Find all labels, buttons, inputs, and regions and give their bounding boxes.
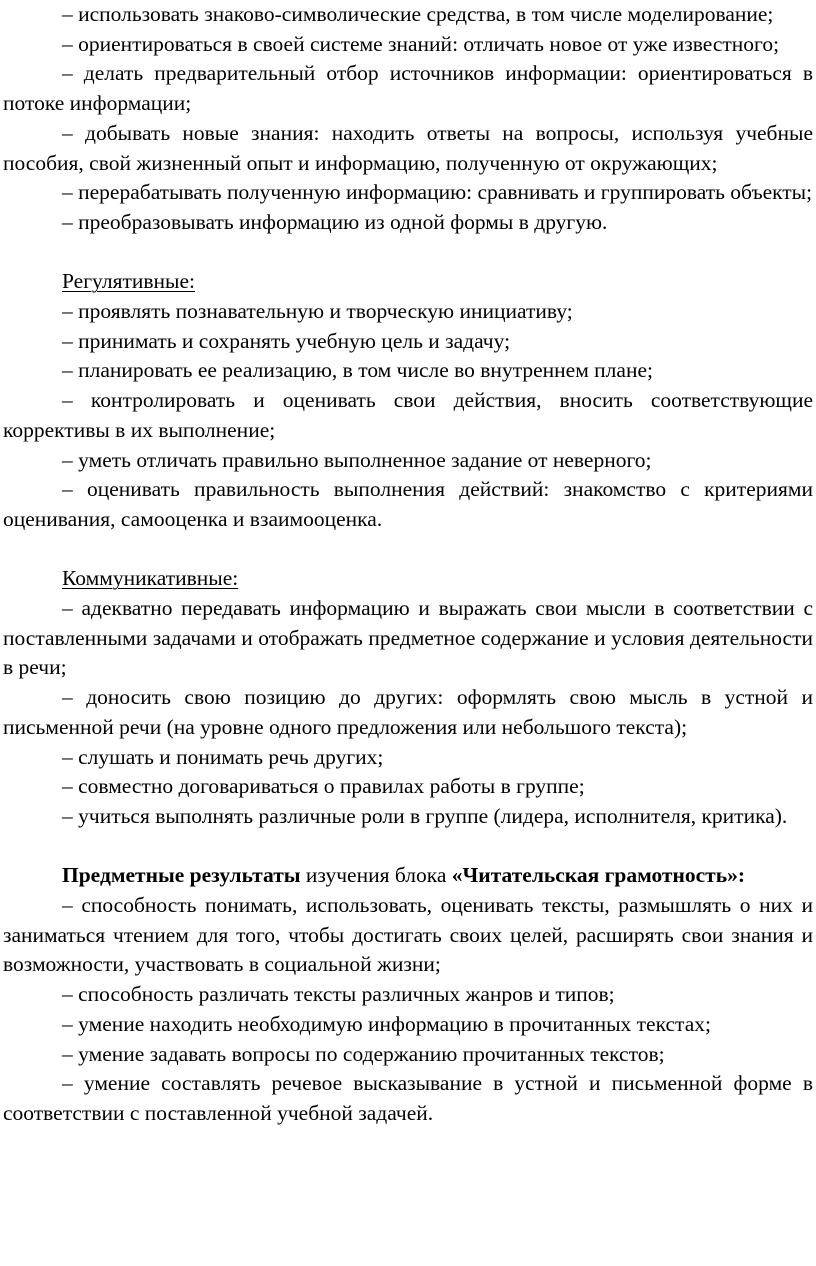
subject-results-heading-bold: Предметные результаты: [62, 863, 301, 888]
section-heading-regulative-text: Регулятивные:: [62, 269, 195, 294]
list-item: – принимать и сохранять учебную цель и задачу;: [62, 328, 511, 353]
list-item: – умение задавать вопросы по содержанию прочитанных текстов;: [62, 1041, 665, 1066]
list-item: – совместно договариваться о правилах работы в группе;: [62, 774, 585, 799]
list-item: – добывать новые знания: находить ответы на вопросы, используя учебные пособия, свой жизненный опыт и информацию, полученную от окружающих;: [3, 120, 813, 175]
list-item: – делать предварительный отбор источников информации: ориентироваться в потоке информации;: [3, 61, 813, 116]
subject-results-section: [3, 861, 813, 1128]
document-page: [3, 0, 813, 1129]
list-item: – использовать знаково-символические средства, в том числе моделирование;: [62, 2, 774, 26]
subject-results-heading-plain: изучения блока: [300, 863, 452, 888]
list-item: – преобразовывать информацию из одной формы в другую.: [62, 209, 608, 234]
list-item: – способность различать тексты различных жанров и типов;: [62, 982, 615, 1007]
paragraph-gap: [3, 832, 813, 862]
list-item: – учиться выполнять различные роли в группе (лидера, исполнителя, критика).: [62, 803, 788, 828]
list-item: – способность понимать, использовать, оценивать тексты, размышлять о них и заниматься чтением для того, чтобы достигать своих целей, расширять свои знания и возможности, участвовать в социальной жизни;: [3, 893, 813, 977]
list-item: – проявлять познавательную и творческую инициативу;: [62, 299, 573, 324]
regulative-section: [3, 267, 813, 534]
list-item: – умение составлять речевое высказывание в устной и письменной форме в соответствии с поставленной учебной задачей.: [3, 1071, 813, 1125]
list-item: – контролировать и оценивать свои действия, вносить соответствующие коррективы в их выполнение;: [3, 388, 813, 442]
list-item: – слушать и понимать речь других;: [62, 744, 384, 769]
cognitive-list: [3, 0, 813, 238]
subject-results-heading-block-name: «Читательская грамотность»:: [451, 863, 745, 888]
list-item: – адекватно передавать информацию и выражать свои мысли в соответствии с поставленными задачами и отображать предметное содержание и условия деятельности в речи;: [3, 596, 813, 680]
list-item: – ориентироваться в своей системе знаний: отличать новое от уже известного;: [62, 31, 780, 56]
list-item: – оценивать правильность выполнения действий: знакомство с критериями оценивания, самооценка и взаимооценка.: [3, 477, 813, 531]
section-heading-communicative-text: Коммуникативные:: [62, 566, 239, 591]
section-heading-regulative: [3, 267, 813, 297]
list-item: – уметь отличать правильно выполненное задание от неверного;: [62, 447, 652, 472]
paragraph-gap: [3, 535, 813, 565]
list-item: – доносить свою позицию до других: оформлять свою мысль в устной и письменной речи (на уровне одного предложения или небольшого текста);: [3, 685, 813, 739]
paragraph-gap: [3, 238, 813, 268]
section-heading-communicative: [3, 564, 813, 594]
list-item: – планировать ее реализацию, в том числе во внутреннем плане;: [62, 358, 653, 383]
communicative-section: [3, 564, 813, 831]
list-item: – перерабатывать полученную информацию: сравнивать и группировать объекты;: [62, 180, 813, 205]
section-heading-subject-results: [3, 861, 813, 891]
list-item: – умение находить необходимую информацию в прочитанных текстах;: [62, 1011, 711, 1036]
